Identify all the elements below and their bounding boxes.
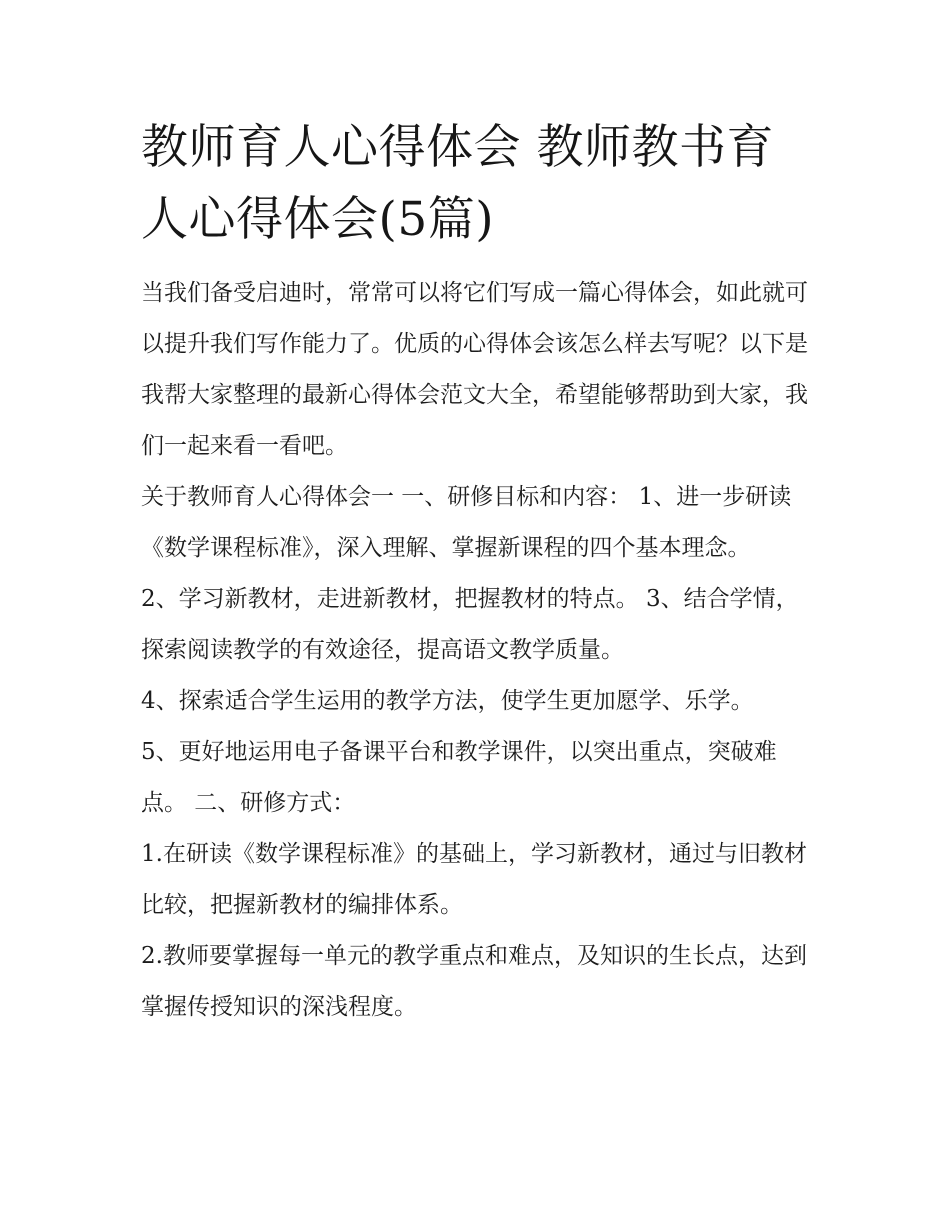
document-content xyxy=(141,112,813,1033)
paragraph-item-2-3: 2、学习新教材，走进新教材，把握教材的特点。 3、结合学情，探索阅读教学的有效途径，提高语文教学质量。 xyxy=(141,586,799,663)
document-title: 教师育人心得体会 教师教书育人心得体会(5篇) xyxy=(141,120,774,247)
paragraph-item-5: 5、更好地运用电子备课平台和教学课件，以突出重点，突破难点。 二、研修方式： xyxy=(141,739,777,816)
paragraph-intro: 当我们备受启迪时，常常可以将它们写成一篇心得体会，如此就可以提升我们写作能力了。优质的心得体会该怎么样去写呢？以下是我帮大家整理的最新心得体会范文大全，希望能够帮助到大家，我们一起来看一看吧。 xyxy=(141,280,808,459)
paragraph-goals: 关于教师育人心得体会一 一、研修目标和内容： 1、进一步研读《数学课程标准》，深入理解、掌握新课程的四个基本理念。 xyxy=(141,484,792,561)
paragraph-method-1: 1.在研读《数学课程标准》的基础上，学习新教材，通过与旧教材比较，把握新教材的编排体系。 xyxy=(141,841,807,918)
document-body xyxy=(141,268,813,1033)
paragraph-item-4: 4、探索适合学生运用的教学方法，使学生更加愿学、乐学。 xyxy=(141,688,754,714)
paragraph-method-2: 2.教师要掌握每一单元的教学重点和难点，及知识的生长点，达到掌握传授知识的深浅程度。 xyxy=(141,943,807,1020)
